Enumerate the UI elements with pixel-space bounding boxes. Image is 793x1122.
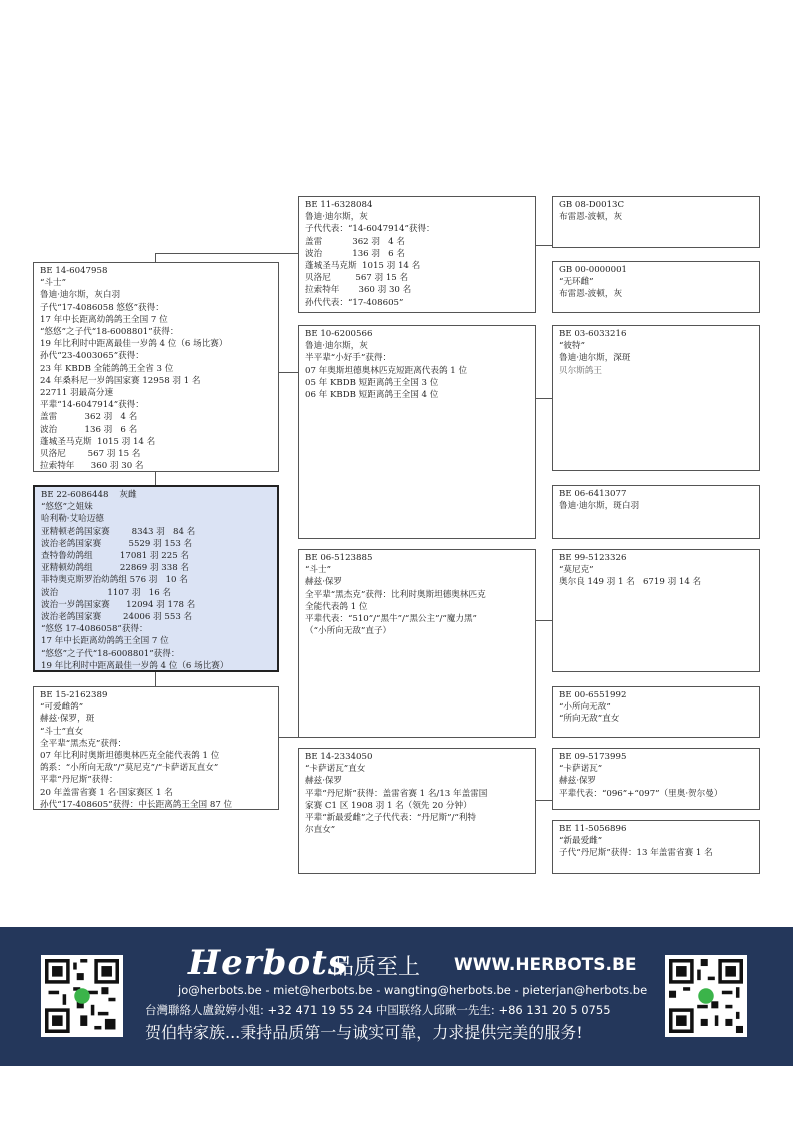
ring-number: BE 00-6551992 [559, 690, 627, 700]
pedigree-line: 孙代代表：“17-408605” [305, 297, 404, 308]
pedigree-line: “卡萨诺瓦” [559, 764, 603, 775]
ring-number: BE 14-6047958 [40, 266, 108, 276]
pedigree-line: 子代“丹尼斯”获得：13 年盖雷省赛 1 名 [559, 848, 713, 859]
pedigree-line: 17 年中长距离幼鸽鸽王全国 7 位 [41, 636, 169, 647]
herbots-logo: Herbots [188, 943, 348, 983]
pedigree-line: 布雷恩-波顿，灰 [559, 289, 623, 300]
pedigree-line: 22711 羽最高分速 [40, 388, 114, 399]
pedigree-line: 鲁迪·迪尔斯，灰白羽 [40, 290, 121, 301]
dam-dam-dam-card[interactable] [552, 820, 760, 874]
qr-code-left[interactable] [41, 955, 123, 1037]
pedigree-line: 蓬城圣马克斯 1015 羽 14 名 [40, 436, 156, 447]
pedigree-line: 蓬城圣马克斯 1015 羽 14 名 [305, 261, 421, 272]
ring-number: BE 99-5123326 [559, 553, 627, 563]
connector-line [535, 398, 552, 399]
dam-sire-dam-card[interactable] [552, 686, 760, 738]
pedigree-line: 奥尔良 149 羽 1 名 6719 羽 14 名 [559, 577, 702, 588]
pedigree-line: “新最爱雌” [559, 836, 603, 847]
ring-number: BE 06-5123885 [305, 553, 373, 563]
pedigree-line: 赫兹·保罗 [305, 776, 343, 787]
pedigree-line: 赫兹·保罗 [559, 776, 597, 787]
pedigree-line: 盖雷 362 羽 4 名 [40, 412, 138, 423]
connector-line [278, 372, 298, 373]
ring-number: BE 11-5056896 [559, 824, 627, 834]
pedigree-line: 鲁迪·迪尔斯，灰 [305, 341, 368, 352]
pedigree-line: “所向无敌”直女 [559, 714, 620, 725]
dam-dam-sire-card[interactable] [552, 748, 760, 810]
pedigree-line: 全平辈“黑杰克”获得： [40, 738, 127, 749]
pedigree-line: 布雷恩-波顿，灰 [559, 212, 623, 223]
pedigree-line: 06 年 KBDB 短距离鸽王全国 4 位 [305, 390, 439, 401]
pedigree-line: 波治 136 羽 6 名 [40, 424, 138, 435]
subject-pigeon-card[interactable] [33, 485, 279, 672]
pedigree-line: 鲁迪·迪尔斯，灰 [305, 212, 368, 223]
ring-number: BE 10-6200566 [305, 329, 373, 339]
pedigree-line: 子代代表：“14-6047914”获得： [305, 224, 435, 235]
sire-sire-sire-card[interactable] [552, 196, 760, 248]
pedigree-line: “悠悠 17-4086058”获得： [41, 624, 148, 635]
pedigree-line: “斗士” [40, 278, 66, 289]
pedigree-line: 亚精顿幼鸽组 22869 羽 338 名 [41, 563, 190, 574]
slogan: 品质至上 [332, 955, 421, 980]
pedigree-line: 07 年比利时奥斯坦德奥林匹克全能代表鸽 1 位 [40, 751, 220, 762]
ring-number: BE 22-6086448 灰雌 [41, 490, 137, 500]
qr-code-right[interactable] [665, 955, 747, 1037]
sire-card[interactable] [33, 262, 279, 472]
pedigree-line: 贝尔斯鸽王 [559, 365, 602, 376]
ring-number: BE 14-2334050 [305, 752, 373, 762]
connector-line [155, 253, 298, 254]
email-contacts[interactable]: jo@herbots.be - miet@herbots.be - wangting@herbots.be - pieterjan@herbots.be [178, 983, 648, 997]
pedigree-line: “悠悠”之子代“18-6008801”获得： [40, 327, 179, 338]
ring-number: BE 09-5173995 [559, 752, 627, 762]
pedigree-line: 20 年盖雷省赛 1 名·国家赛区 1 名 [40, 787, 173, 798]
sire-dam-card[interactable] [298, 325, 536, 539]
pedigree-line: 19 年比利时中距离最佳一岁鸽 4 位（6 场比赛） [40, 339, 228, 350]
pedigree-line: 鲁迪·迪尔斯，斑白羽 [559, 501, 640, 512]
website-link[interactable]: WWW.HERBOTS.BE [454, 955, 637, 975]
pedigree-line: 24 年桑科尼一岁鸽国家赛 12958 羽 1 名 [40, 375, 201, 386]
pedigree-line: 波治一岁鸽国家赛 12094 羽 178 名 [41, 599, 196, 610]
pedigree-line: 17 年中长距离幼鸽鸽王全国 7 位 [40, 314, 168, 325]
connector-line [535, 800, 552, 801]
pedigree-line: 赫兹·保罗，斑 [40, 714, 95, 725]
pedigree-line: 尔直女” [305, 825, 336, 836]
pedigree-line: “无环雌” [559, 277, 594, 288]
pedigree-line: 平辈“14-6047914”获得： [40, 400, 144, 411]
dam-dam-card[interactable] [298, 748, 536, 874]
sire-sire-card[interactable] [298, 196, 536, 313]
pedigree-line: 波治 136 羽 6 名 [305, 248, 405, 259]
pedigree-line: 拉索特年 360 羽 30 名 [305, 285, 412, 296]
pedigree-line: 孙代“23-4003065”获得： [40, 351, 144, 362]
pedigree-line: 孙代“17-408605”获得：中长距离鸽王全国 87 位 [40, 799, 233, 810]
sire-dam-dam-card[interactable] [552, 485, 760, 539]
pedigree-line: 波治 1107 羽 16 名 [41, 587, 172, 598]
pedigree-line: 菲特奥克斯罗治幼鸽组 576 羽 10 名 [41, 575, 188, 586]
motto: 贺伯特家族...秉持品质第一与诚实可靠，力求提供完美的服务! [145, 1023, 583, 1042]
pedigree-line: 鲁迪·迪尔斯，深斑 [559, 353, 631, 364]
pedigree-line: “斗士” [305, 565, 331, 576]
qr-code-icon [669, 959, 743, 1033]
pedigree-line: 23 年 KBDB 全能鸽鸽王全省 3 位 [40, 363, 174, 374]
pedigree-line: “悠悠”之子代“18-6008801”获得： [41, 648, 180, 659]
connector-line [278, 737, 298, 738]
connector-line [535, 245, 552, 246]
pedigree-line: 平辈“丹尼斯”获得：盖雷省赛 1 名/13 年盖雷国 [305, 788, 488, 799]
connector-line [155, 253, 156, 262]
connector-line [155, 671, 156, 686]
pedigree-line: 赫兹·保罗 [305, 577, 343, 588]
pedigree-line: （“小所向无敌”直子） [305, 626, 392, 637]
pedigree-line: “小所向无敌” [559, 702, 611, 713]
pedigree-line: “彼特” [559, 341, 585, 352]
dam-sire-card[interactable] [298, 549, 536, 738]
sire-sire-dam-card[interactable] [552, 261, 760, 313]
pedigree-line: 波治老鸽国家赛 5529 羽 153 名 [41, 538, 193, 549]
pedigree-line: 平辈“丹尼斯”获得： [40, 775, 118, 786]
dam-sire-sire-card[interactable] [552, 549, 760, 672]
pedigree-line: 19 年比利时中距离最佳一岁鸽 4 位（6 场比赛） [41, 660, 229, 671]
pedigree-line: 拉索特年 360 羽 30 名 [40, 461, 144, 472]
pedigree-line: 贝洛尼 567 羽 15 名 [40, 449, 141, 460]
sire-dam-sire-card[interactable] [552, 325, 760, 471]
pedigree-line: 查特鲁幼鸽组 17081 羽 225 名 [41, 551, 190, 562]
ring-number: GB 00-0000001 [559, 265, 628, 275]
pedigree-line: 平辈代表：“510”/“黑牛”/“黑公主”/“魔力黑” [305, 614, 477, 625]
connector-line [535, 620, 552, 621]
ring-number: BE 06-6413077 [559, 489, 627, 499]
pedigree-line: 半平辈“小好手”获得： [305, 353, 392, 364]
connector-line [155, 471, 156, 485]
pedigree-line: 07 年奥斯坦德奥林匹克短距离代表鸽 1 位 [305, 365, 468, 376]
pedigree-line: 平辈代表：“096”+“097”（里奥·贺尔曼） [559, 788, 723, 799]
pedigree-line: 鸽系：“小所向无敌”/“莫尼克”/“卡萨诺瓦直女” [40, 763, 219, 774]
pedigree-line: “斗士”直女 [40, 726, 84, 737]
pedigree-line: 平辈“新最爱雌”之子代代表：“丹尼斯”/“利特 [305, 813, 476, 824]
ring-number: BE 11-6328084 [305, 200, 373, 210]
pedigree-line: 全能代表鸽 1 位 [305, 601, 368, 612]
ring-number: BE 15-2162389 [40, 690, 108, 700]
pedigree-line: 05 年 KBDB 短距离鸽王全国 3 位 [305, 377, 439, 388]
pedigree-line: 子代“17-4086058 悠悠”获得： [40, 302, 164, 313]
pedigree-line: 波治老鸽国家赛 24006 羽 553 名 [41, 612, 193, 623]
pedigree-line: 盖雷 362 羽 4 名 [305, 236, 405, 247]
pedigree-line: 全平辈“黑杰克”获得：比利时奥斯坦德奥林匹克 [305, 589, 486, 600]
ring-number: BE 03-6033216 [559, 329, 627, 339]
pedigree-line: 哈利勒·艾哈迈德 [41, 514, 104, 525]
phone-contacts: 台灣聯絡人盧銳婷小姐: +32 471 19 55 24 中国联络人邱瞅一先生: +86 131 20 5 0755 [145, 1003, 611, 1017]
qr-code-icon [45, 959, 119, 1033]
pedigree-line: “悠悠”之姐妹 [41, 502, 93, 513]
pedigree-line: 贝洛尼 567 羽 15 名 [305, 273, 409, 284]
pedigree-line: “莫尼克” [559, 565, 594, 576]
ring-number: GB 08-D0013C [559, 200, 625, 210]
pedigree-line: 亚精顿老鸽国家赛 8343 羽 84 名 [41, 526, 196, 537]
pedigree-line: “卡萨诺瓦”直女 [305, 764, 366, 775]
pedigree-line: 家赛 C1 区 1908 羽 1 名（领先 20 分钟） [305, 800, 472, 811]
pedigree-line: “可爱雌鸽” [40, 702, 84, 713]
dam-card[interactable] [33, 686, 279, 810]
